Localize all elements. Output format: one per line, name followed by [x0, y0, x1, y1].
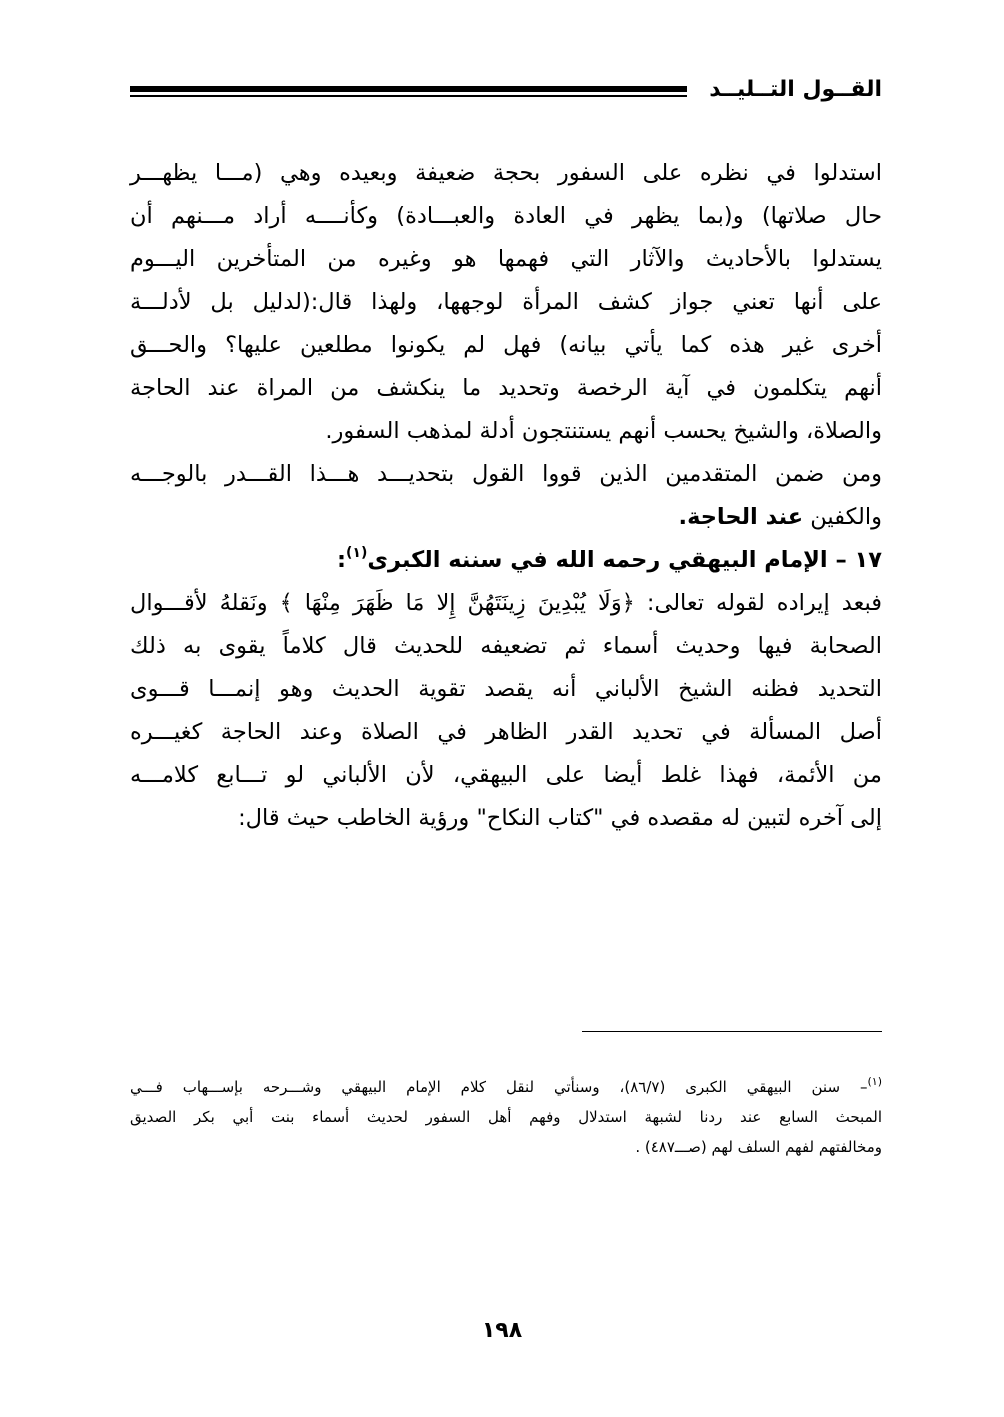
footnote-line: ومخالفتهم لفهم السلف لهم (صـــ٤٨٧) . — [635, 1138, 882, 1156]
text-line: ومن ضمن المتقدمين الذين قووا القول بتحديـــد هـــذا القـــدر بالوجـــه — [130, 461, 882, 487]
footnote-line: المبحث السابع عند ردنا لشبهة استدلال وفهم أهل السفور لحديث أسماء بنت أبي بكر الصديق — [130, 1108, 882, 1126]
footnote — [130, 1072, 882, 1162]
text-fragment: والكفين — [810, 504, 882, 530]
text-line: على أنها تعني جواز كشف المرأة لوجهها، ولهذا قال:(لدليل بل لأدلـــة — [130, 289, 882, 315]
text-line: استدلوا في نظره على السفور بحجة ضعيفة وبعيده وهي (مـــا يظهـــر — [130, 160, 882, 186]
header-title: القــول التــليــد — [709, 77, 882, 102]
body-text — [130, 152, 882, 840]
heading-text: ١٧ – الإمام البيهقي رحمه الله في سننه الكبرى — [367, 547, 882, 573]
header-rule-thin — [130, 95, 687, 97]
text-line: الصحابة فيها وحديث أسماء ثم تضعيفه للحديث قال كلاماً يقوى به ذلك — [130, 633, 882, 659]
text-line: من الأئمة، فهذا غلط أيضا على البيهقي، لأن الألباني لو تـــابع كلامـــه — [130, 762, 882, 788]
text-line: يستدلوا بالأحاديث والآثار التي فهمها هو وغيره من المتأخرين اليـــوم — [130, 246, 882, 272]
footnote-separator — [582, 1031, 882, 1032]
paragraph-1 — [130, 152, 882, 453]
paragraph-2 — [130, 453, 882, 539]
footnote-reference: (١) — [346, 545, 368, 561]
text-line: أنهم يتكلمون في آية الرخصة وتحديد ما ينكشف من المراة عند الحاجة — [130, 375, 882, 401]
footnote-line — [130, 1072, 882, 1102]
page-number: ١٩٨ — [481, 1318, 523, 1343]
text-line: التحديد فظنه الشيخ الألباني أنه يقصد تقوية الحديث وهو إنمـــا قـــوى — [130, 676, 882, 702]
text-line: أخرى غير هذه كما يأتي بيانه) فهل لم يكونوا مطلعين عليها؟ والحـــق — [130, 332, 882, 358]
running-header — [130, 70, 882, 110]
text-line: إلى آخره لتبين له مقصده في "كتاب النكاح" ورؤية الخاطب حيث قال: — [238, 805, 882, 831]
section-heading — [130, 539, 882, 582]
header-rule-thick — [130, 86, 687, 92]
text-line: حال صلاتها) و(بما يظهر في العادة والعبـــادة) وكأنــــه أراد مـــنهم أن — [130, 203, 882, 229]
bold-phrase: عند الحاجة. — [678, 504, 804, 530]
footnote-text: – سنن البيهقي الكبرى (٨٦/٧)، وسنأتي لنقل كلام الإمام البيهقي وشـــرحه بإســـهاب فـــي — [130, 1078, 868, 1096]
text-line: أصل المسألة في تحديد القدر الظاهر في الصلاة وعند الحاجة كغيـــره — [130, 719, 882, 745]
header-double-rule — [130, 86, 687, 98]
text-line — [130, 496, 882, 539]
paragraph-3 — [130, 582, 882, 840]
text-line: فبعد إيراده لقوله تعالى: ﴿وَلَا يُبْدِينَ زِينَتَهُنَّ إِلا مَا ظَهَرَ مِنْهَا ﴾ ونَقلهُ لأقـــوال — [130, 590, 882, 616]
text-line: والصلاة، والشيخ يحسب أنهم يستنتجون أدلة لمذهب السفور. — [325, 418, 882, 444]
footnote-marker: (١) — [867, 1075, 882, 1088]
heading-colon: : — [337, 547, 346, 573]
